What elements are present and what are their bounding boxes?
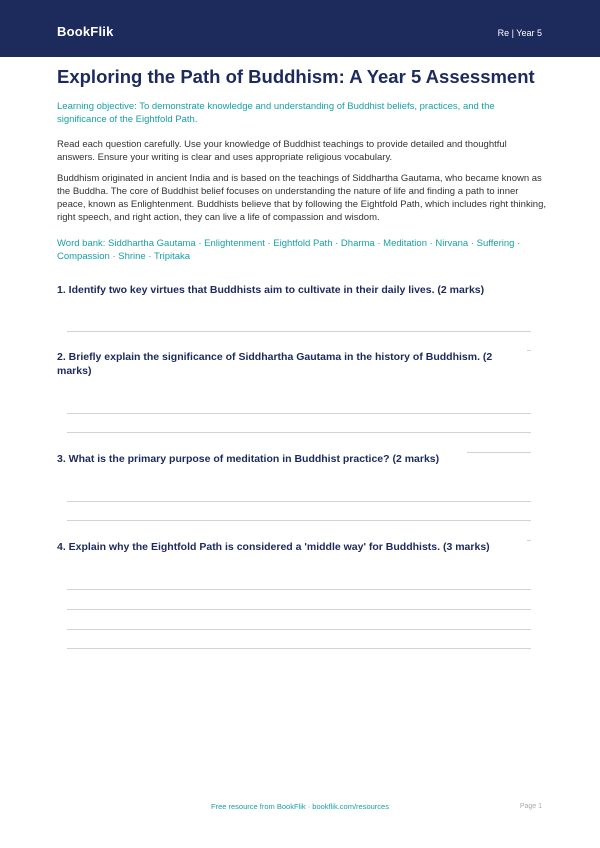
- answer-line[interactable]: [67, 413, 531, 414]
- question-4: 4. Explain why the Eightfold Path is considered a 'middle way' for Buddhists. (3 marks): [57, 540, 527, 554]
- intro-text: Buddhism originated in ancient India and is based on the teachings of Siddhartha Gautama, who became known as the Buddha. The core of Buddhist belief focuses on understanding the nature of life and finding a path to inner peace, known as Enlightenment. Buddhists believe that by following the Eightfold Path, which includes right thinking, right speech, and right action, they can live a life of compassion and wisdom.: [57, 173, 547, 223]
- footer-link[interactable]: Free resource from BookFlik · bookflik.com/resources: [211, 802, 389, 811]
- answer-line[interactable]: [67, 589, 531, 590]
- question-2: 2. Briefly explain the significance of Siddhartha Gautama in the history of Buddhism. (2 marks): [57, 350, 527, 378]
- answer-line[interactable]: [67, 331, 531, 332]
- answer-line[interactable]: [67, 648, 531, 649]
- page-header: [0, 0, 600, 57]
- question-3: 3. What is the primary purpose of meditation in Buddhist practice? (2 marks): [57, 452, 467, 466]
- word-bank: Word bank: Siddhartha Gautama · Enlightenment · Eightfold Path · Dharma · Meditation · Nirvana · Suffering · Compassion · Shrine · Tripitaka: [57, 238, 521, 262]
- brand-logo: BookFlik: [57, 24, 114, 39]
- page-number: Page 1: [519, 803, 542, 810]
- subject-year-label: Re | Year 5: [497, 28, 542, 38]
- answer-line[interactable]: [67, 501, 531, 502]
- page-title: Exploring the Path of Buddhism: A Year 5 Assessment: [57, 66, 535, 87]
- answer-line[interactable]: [67, 609, 531, 610]
- learning-objective: Learning objective: To demonstrate knowledge and understanding of Buddhist beliefs, practices, and the significance of the Eightfold Path.: [57, 101, 495, 125]
- instructions-text: Read each question carefully. Use your knowledge of Buddhist teachings to provide detailed and thoughtful answers. Ensure your writing is clear and uses appropriate religious vocabulary.: [57, 139, 507, 163]
- answer-line[interactable]: [67, 520, 531, 521]
- answer-line[interactable]: [67, 629, 531, 630]
- answer-line[interactable]: [67, 432, 531, 433]
- question-1: 1. Identify two key virtues that Buddhists aim to cultivate in their daily lives. (2 marks): [57, 284, 485, 296]
